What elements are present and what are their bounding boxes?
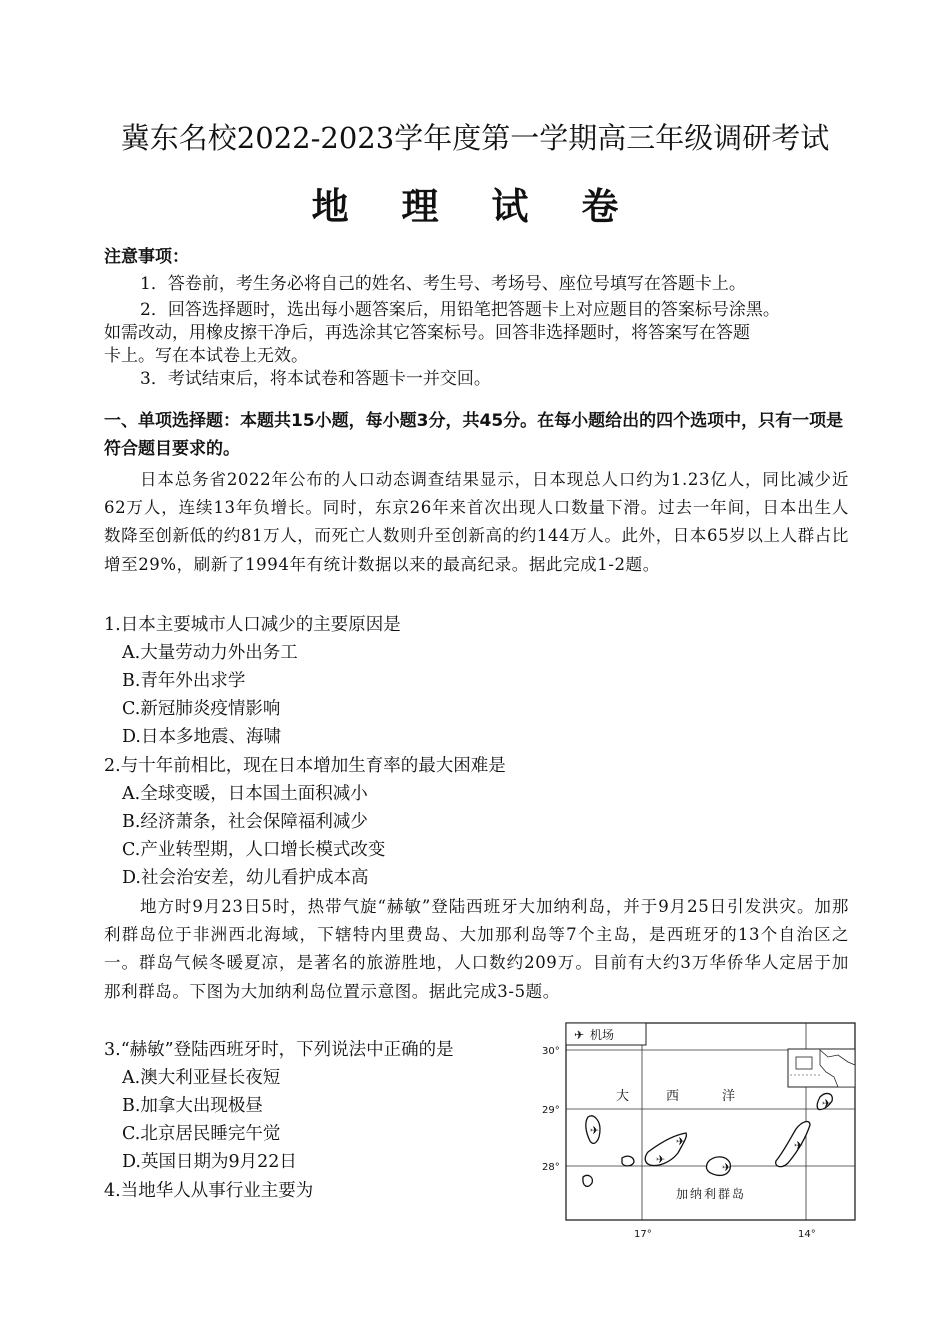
lon-17-label: 17° <box>634 1229 652 1240</box>
notice-item-2-line-3: 卡上。写在本试卷上无效。 <box>104 346 308 366</box>
passage-2: 地方时9月23日5时，热带气旋“赫敏”登陆西班牙大加纳利岛，并于9月25日引发洪灾。加那利群岛位于非洲西北海域，下辖特内里费岛、大加那利岛等7个主岛，是西班牙的13个自治区之一。群岛气候冬暖夏凉，是著名的旅游胜地，人口数约209万。目前有大约3万华侨华人定居于加那利群岛。下图为大加纳利岛位置示意图。据此完成3-5题。 <box>104 897 849 1001</box>
subject-title: 地 理 试 卷 <box>311 185 639 228</box>
question-3-option-d: D.英国日期为9月22日 <box>122 1152 297 1172</box>
question-1-option-a: A.大量劳动力外出务工 <box>122 643 298 663</box>
notice-heading: 注意事项： <box>104 247 189 267</box>
question-1-option-b: B.青年外出求学 <box>122 671 246 691</box>
lat-30-label: 30° <box>542 1046 560 1057</box>
lat-29-label: 29° <box>542 1105 560 1116</box>
question-1-option-c: C.新冠肺炎疫情影响 <box>122 699 281 719</box>
airport-icon: ✈ <box>656 1153 666 1166</box>
question-1-stem: 1.日本主要城市人口减少的主要原因是 <box>104 615 401 635</box>
question-2-stem: 2.与十年前相比，现在日本增加生育率的最大困难是 <box>104 756 506 776</box>
ocean-label-3: 洋 <box>722 1089 736 1104</box>
question-2-option-d: D.社会治安差，幼儿看护成本高 <box>122 868 369 888</box>
airport-icon: ✈ <box>676 1135 686 1148</box>
map-legend-label: 机场 <box>590 1028 615 1042</box>
lat-28-label: 28° <box>542 1162 560 1173</box>
question-3-option-b: B.加拿大出现极昼 <box>122 1096 263 1116</box>
question-2-option-b: B.经济萧条，社会保障福利减少 <box>122 812 368 832</box>
question-2-option-c: C.产业转型期，人口增长模式改变 <box>122 840 386 860</box>
question-1-option-d: D.日本多地震、海啸 <box>122 727 281 747</box>
ocean-label-1: 大 <box>616 1089 630 1104</box>
question-3-option-c: C.北京居民睡完午觉 <box>122 1124 281 1144</box>
exam-title: 冀东名校2022-2023学年度第一学期高三年级调研考试 <box>120 121 830 155</box>
airport-icon: ✈ <box>822 1097 832 1110</box>
question-3-stem: 3.“赫敏”登陆西班牙时，下列说法中正确的是 <box>104 1040 454 1060</box>
airport-icon: ✈ <box>794 1139 804 1152</box>
question-2-option-a: A.全球变暖，日本国土面积减小 <box>122 784 368 804</box>
airport-icon: ✈ <box>722 1161 732 1174</box>
section-1-heading: 一、单项选择题：本题共15小题，每小题3分，共45分。在每小题给出的四个选项中，只有一项是符合题目要求的。 <box>104 411 844 459</box>
airport-legend-icon: ✈ <box>574 1028 585 1042</box>
canary-islands-map <box>538 1017 868 1242</box>
ocean-label-2: 西 <box>666 1089 680 1104</box>
la-gomera-island <box>622 1156 634 1166</box>
canary-islands-label: 加纳利群岛 <box>676 1187 747 1201</box>
passage-1: 日本总务省2022年公布的人口动态调查结果显示，日本现总人口约为1.23亿人，同比减少近62万人，连续13年负增长。同时，东京26年来首次出现人口数量下滑。过去一年间，日本出生人数降至创新低的约81万人，而死亡人数则升至创新高的约144万人。此外，日本65岁以上人群占比增至29%，刷新了1994年有统计数据以来的最高纪录。据此完成1-2题。 <box>104 470 849 574</box>
notice-item-3: 3．考试结束后，将本试卷和答题卡一并交回。 <box>140 369 491 389</box>
el-hierro-island <box>583 1175 593 1186</box>
notice-item-2-line-2: 如需改动，用橡皮擦干净后，再选涂其它答案标号。回答非选择题时，将答案写在答题 <box>104 323 750 343</box>
lon-14-label: 14° <box>798 1229 816 1240</box>
notice-item-2-line-1: 2．回答选择题时，选出每小题答案后，用铅笔把答题卡上对应题目的答案标号涂黑。 <box>140 300 780 320</box>
question-3-option-a: A.澳大利亚昼长夜短 <box>122 1068 281 1088</box>
notice-item-1: 1．答卷前，考生务必将自己的姓名、考生号、考场号、座位号填写在答题卡上。 <box>140 274 746 294</box>
question-4-stem: 4.当地华人从事行业主要为 <box>104 1181 314 1201</box>
airport-icon: ✈ <box>590 1124 600 1137</box>
